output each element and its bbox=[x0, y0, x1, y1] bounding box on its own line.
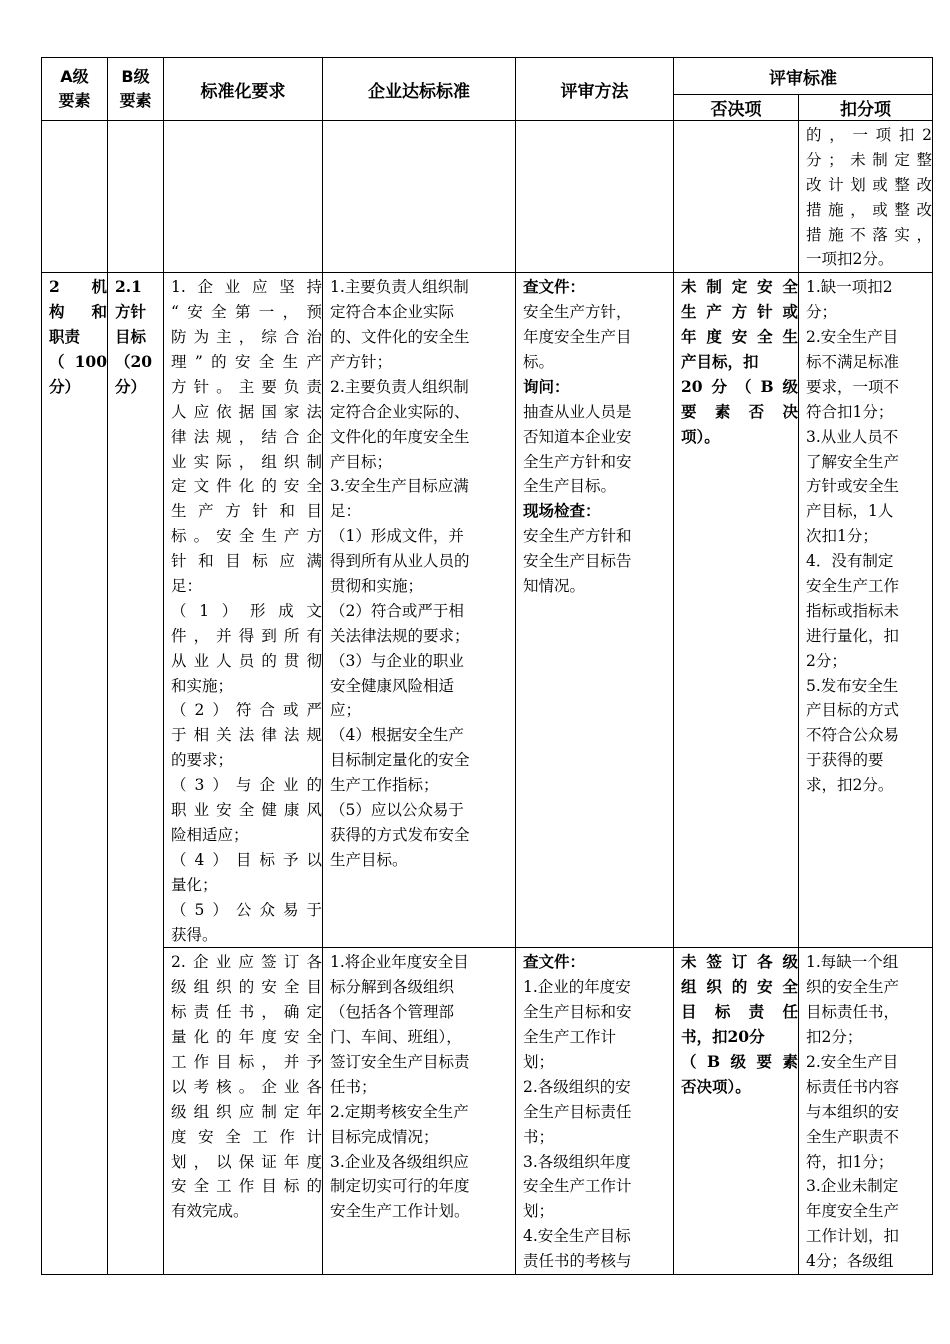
cell-line: 标。 bbox=[523, 353, 555, 372]
header-a-level: A级 要素 bbox=[42, 58, 108, 121]
header-veto: 否决项 bbox=[674, 95, 799, 121]
cell-deduction bbox=[799, 121, 933, 273]
cell-veto bbox=[674, 948, 799, 1275]
cell-line: 得到所有从业人员的 bbox=[330, 552, 470, 571]
cell-line: 安全生产目标告 bbox=[523, 552, 632, 571]
cell-line: 于相关法律法规 bbox=[171, 726, 322, 745]
cell-line: 要素否决 bbox=[681, 401, 798, 421]
cell-line: 知情况。 bbox=[523, 577, 586, 596]
cell-line: 职业安全健康风 bbox=[171, 801, 322, 820]
cell-enterprise-std bbox=[323, 121, 516, 273]
cell-line: 1.企业的年度安 bbox=[523, 978, 631, 997]
header-b-level: B级 要素 bbox=[108, 58, 164, 121]
cell-line: 件，并得到所有 bbox=[171, 626, 322, 645]
cell-line: 定文件化的安全 bbox=[171, 477, 322, 496]
cell-standard-req bbox=[164, 948, 323, 1275]
cell-line: 分；未制定整 bbox=[806, 150, 932, 169]
cell-line: （包括各个管理部 bbox=[330, 1003, 455, 1022]
cell-line: 4．没有制定 bbox=[806, 552, 894, 571]
cell-line: 安全生产方针， bbox=[523, 303, 632, 322]
cell-line: 标责任书，确定 bbox=[171, 1003, 322, 1022]
cell-line: 标责任书内容 bbox=[806, 1077, 900, 1096]
cell-line: 方针或安全生 bbox=[806, 477, 900, 496]
cell-line: 全生产职责不 bbox=[806, 1127, 900, 1146]
cell-line: 2.定期考核安全生产 bbox=[330, 1102, 469, 1121]
cell-line: （B级要素 bbox=[681, 1051, 798, 1071]
cell-line: 安全生产工作计划。 bbox=[330, 1202, 470, 1221]
cell-line: 签订安全生产目标责 bbox=[330, 1052, 470, 1071]
cell-line: 组织的安全 bbox=[681, 977, 798, 997]
cell-line: 分） bbox=[49, 376, 81, 396]
cell-line: 有效完成。 bbox=[171, 1202, 249, 1221]
cell-line: 扣2分； bbox=[806, 1028, 863, 1047]
cell-line: 不符合公众易 bbox=[806, 726, 900, 745]
cell-line: 针和目标应满 bbox=[171, 552, 322, 571]
cell-line: 标分解到各级组织 bbox=[330, 978, 455, 997]
cell-line: 业实际，组织制 bbox=[171, 452, 322, 471]
cell-line: 的、文件化的安全生 bbox=[330, 328, 470, 347]
cell-line: 符，扣1分； bbox=[806, 1152, 894, 1171]
cell-line: 制定切实可行的年度 bbox=[330, 1177, 470, 1196]
cell-line: 4.安全生产目标 bbox=[523, 1227, 631, 1246]
cell-line: 全生产方针和安 bbox=[523, 452, 632, 471]
cell-line: 1.将企业年度安全目 bbox=[330, 953, 469, 972]
cell-line: 从业人员的贯彻 bbox=[171, 651, 322, 670]
cell-line: 查文件： bbox=[523, 952, 586, 972]
cell-line: 量化的年度安全 bbox=[171, 1028, 322, 1047]
cell-line: 产目标； bbox=[330, 452, 393, 471]
cell-b-level bbox=[108, 273, 164, 1275]
cell-line: 改计划或整改 bbox=[806, 175, 932, 194]
cell-line: 抽查从业人员是 bbox=[523, 402, 632, 421]
cell-line: 级组织的安全目 bbox=[171, 978, 322, 997]
cell-line: 生产工作指标； bbox=[330, 776, 439, 795]
cell-line: 的要求； bbox=[171, 751, 234, 770]
cell-line: （5）应以公众易于 bbox=[330, 801, 464, 820]
cell-line: 要求，一项不 bbox=[806, 377, 900, 396]
cell-line: 责任书的考核与 bbox=[523, 1252, 632, 1271]
cell-line: 职责 bbox=[49, 327, 81, 347]
cell-line: 2分； bbox=[806, 651, 847, 670]
cell-line: 工作计划，扣 bbox=[806, 1227, 900, 1246]
cell-standard-req bbox=[164, 121, 323, 273]
cell-line: 产目标，扣 bbox=[681, 352, 759, 372]
cell-line: 分） bbox=[115, 376, 147, 396]
cell-line: （100 bbox=[49, 352, 107, 372]
cell-line: 方针。主要负责 bbox=[171, 377, 322, 396]
cell-line: 律法规，结合企 bbox=[171, 427, 322, 446]
cell-line: 2.各级组织的安 bbox=[523, 1077, 631, 1096]
cell-line: 全生产目标和安 bbox=[523, 1003, 632, 1022]
cell-line: 目标责任书， bbox=[806, 1003, 900, 1022]
cell-line: 未制定安全 bbox=[681, 277, 798, 297]
cell-line: 于获得的要 bbox=[806, 751, 884, 770]
cell-line: 年度安全生 bbox=[681, 327, 798, 347]
cell-line: 3.从业人员不 bbox=[806, 427, 899, 446]
cell-line: 构和 bbox=[49, 302, 107, 322]
cell-line: （4）目标予以 bbox=[171, 850, 322, 869]
cell-deduction bbox=[799, 948, 933, 1275]
cell-line: 目标完成情况； bbox=[330, 1127, 439, 1146]
cell-line: 和实施； bbox=[171, 676, 234, 695]
cell-line: 目标 bbox=[115, 327, 147, 347]
cell-line: 工作目标，并予 bbox=[171, 1052, 322, 1071]
cell-line: 获得。 bbox=[171, 925, 218, 944]
cell-line: 次扣1分； bbox=[806, 527, 878, 546]
cell-line: 险相适应； bbox=[171, 825, 249, 844]
cell-line: 2.企业应签订各 bbox=[171, 953, 322, 972]
cell-line: 20分（B级 bbox=[681, 376, 798, 396]
cell-line: 划； bbox=[523, 1202, 555, 1221]
cell-line: 应； bbox=[330, 701, 362, 720]
cell-line: 生产方针和目 bbox=[171, 502, 322, 521]
cell-b-level bbox=[108, 121, 164, 273]
header-deduction: 扣分项 bbox=[799, 95, 933, 121]
cell-line: 一项扣2分。 bbox=[806, 250, 894, 269]
cell-line: 生产目标。 bbox=[330, 850, 408, 869]
cell-line: 全生产目标。 bbox=[523, 477, 617, 496]
cell-line: （1）形成文件，并 bbox=[330, 527, 464, 546]
cell-line: 1.每缺一个组 bbox=[806, 953, 899, 972]
cell-line: （5）公众易于 bbox=[171, 900, 322, 919]
cell-line: 全生产工作计 bbox=[523, 1028, 617, 1047]
cell-review-method bbox=[516, 121, 674, 273]
cell-line: 了解安全生产 bbox=[806, 452, 900, 471]
cell-review-method bbox=[516, 273, 674, 948]
standards-table bbox=[41, 57, 933, 1275]
cell-line: 足： bbox=[330, 502, 362, 521]
cell-line: 3.企业及各级组织应 bbox=[330, 1152, 469, 1171]
cell-line: 目标制定量化的安全 bbox=[330, 751, 470, 770]
cell-line: 2.安全生产目 bbox=[806, 1052, 899, 1071]
cell-line: “安全第一，预 bbox=[171, 303, 322, 322]
cell-line: 定符合本企业实际 bbox=[330, 303, 455, 322]
cell-line: 1.主要负责人组织制 bbox=[330, 278, 469, 297]
cell-line: 定符合企业实际的、 bbox=[330, 402, 470, 421]
cell-line: 产方针； bbox=[330, 353, 393, 372]
cell-line: 安全生产方针和 bbox=[523, 527, 632, 546]
header-review-method: 评审方法 bbox=[516, 58, 674, 121]
cell-line: 未签订各级 bbox=[681, 952, 798, 972]
cell-line: 以考核。企业各 bbox=[171, 1077, 322, 1096]
cell-line: （4）根据安全生产 bbox=[330, 726, 464, 745]
cell-line: 产目标，1人 bbox=[806, 502, 894, 521]
cell-line: 指标或指标未 bbox=[806, 601, 900, 620]
cell-line: 2.主要负责人组织制 bbox=[330, 377, 469, 396]
cell-review-method bbox=[516, 948, 674, 1275]
cell-line: 人应依据国家法 bbox=[171, 402, 322, 421]
cell-line: 符合扣1分； bbox=[806, 402, 894, 421]
cell-enterprise-std bbox=[323, 273, 516, 948]
cell-line: 门、车间、班组）， bbox=[330, 1028, 462, 1047]
cell-line: 安全健康风险相适 bbox=[330, 676, 455, 695]
cell-line: 的，一项扣2 bbox=[806, 126, 932, 144]
header-standard-req: 标准化要求 bbox=[164, 58, 323, 121]
cell-line: （20 bbox=[115, 352, 153, 372]
cell-line: 进行量化，扣 bbox=[806, 626, 900, 645]
cell-line: 3.安全生产目标应满 bbox=[330, 477, 469, 496]
table-row bbox=[42, 948, 933, 1275]
cell-line: 否决项）。 bbox=[681, 1076, 751, 1096]
cell-veto bbox=[674, 121, 799, 273]
cell-standard-req bbox=[164, 273, 323, 948]
cell-line: 查文件： bbox=[523, 277, 586, 297]
cell-line: （3）与企业的 bbox=[171, 776, 322, 795]
cell-line: 1.缺一项扣2 bbox=[806, 278, 893, 297]
cell-line: 足： bbox=[171, 577, 203, 596]
cell-line: 2.1 bbox=[115, 277, 142, 297]
cell-line: 量化； bbox=[171, 875, 218, 894]
cell-line: 划； bbox=[523, 1052, 555, 1071]
header-review-criteria: 评审标准 bbox=[674, 58, 933, 95]
cell-line: 安全生产工作 bbox=[806, 577, 900, 596]
cell-line: 3.各级组织年度 bbox=[523, 1152, 631, 1171]
cell-line: 措施，或整改 bbox=[806, 200, 932, 219]
cell-line: 否知道本企业安 bbox=[523, 427, 632, 446]
header-enterprise-std: 企业达标标准 bbox=[323, 58, 516, 121]
cell-line: 方针 bbox=[115, 302, 147, 322]
cell-line: 级组织应制定年 bbox=[171, 1102, 322, 1121]
cell-line: 1.企业应坚持 bbox=[171, 278, 322, 297]
cell-line: 标不满足标准 bbox=[806, 353, 900, 372]
cell-line: 获得的方式发布安全 bbox=[330, 825, 470, 844]
cell-line: 目标责任 bbox=[681, 1002, 798, 1022]
cell-a-level bbox=[42, 121, 108, 273]
cell-line: 全生产目标责任 bbox=[523, 1102, 632, 1121]
cell-line: 4分；各级组 bbox=[806, 1252, 894, 1271]
cell-line: 求，扣2分。 bbox=[806, 776, 894, 795]
cell-line: 文件化的年度安全生 bbox=[330, 427, 470, 446]
cell-line: 年度安全生产 bbox=[806, 1202, 900, 1221]
cell-line: 防为主，综合治 bbox=[171, 328, 322, 347]
cell-line: 措施不落实， bbox=[806, 225, 932, 244]
cell-line: 划，以保证年度 bbox=[171, 1152, 322, 1171]
cell-line: 2 机 bbox=[49, 277, 107, 297]
cell-line: 度安全工作计 bbox=[171, 1127, 322, 1146]
cell-enterprise-std bbox=[323, 948, 516, 1275]
cell-line: 关法律法规的要求； bbox=[330, 626, 470, 645]
cell-line: 贯彻和实施； bbox=[330, 577, 424, 596]
cell-a-level bbox=[42, 273, 108, 1275]
cell-line: 理”的安全生产 bbox=[171, 353, 322, 372]
cell-line: 书； bbox=[523, 1127, 555, 1146]
cell-line: 3.企业未制定 bbox=[806, 1177, 899, 1196]
cell-line: 项）。 bbox=[681, 426, 720, 446]
cell-line: （2）符合或严于相 bbox=[330, 601, 464, 620]
cell-line: 安全工作目标的 bbox=[171, 1177, 322, 1196]
cell-line: 书，扣20分 bbox=[681, 1027, 765, 1047]
cell-line: 与本组织的安 bbox=[806, 1102, 900, 1121]
table-row bbox=[42, 273, 933, 948]
cell-line: 生产方针或 bbox=[681, 302, 798, 322]
cell-line: 任书； bbox=[330, 1077, 377, 1096]
cell-line: 询问： bbox=[523, 376, 570, 396]
cell-line: 分； bbox=[806, 303, 838, 322]
cell-line: 2.安全生产目 bbox=[806, 328, 899, 347]
cell-line: 标。安全生产方 bbox=[171, 527, 322, 546]
cell-line: 安全生产工作计 bbox=[523, 1177, 632, 1196]
cell-veto bbox=[674, 273, 799, 948]
cell-line: 5.发布安全生 bbox=[806, 676, 899, 695]
cell-line: 现场检查： bbox=[523, 501, 601, 521]
cell-deduction bbox=[799, 273, 933, 948]
cell-line: （2）符合或严 bbox=[171, 701, 322, 720]
cell-line: 产目标的方式 bbox=[806, 701, 900, 720]
table-row bbox=[42, 121, 933, 273]
cell-line: （1）形成文 bbox=[171, 601, 322, 620]
cell-line: 年度安全生产目 bbox=[523, 328, 632, 347]
cell-line: （3）与企业的职业 bbox=[330, 651, 464, 670]
cell-line: 织的安全生产 bbox=[806, 978, 900, 997]
